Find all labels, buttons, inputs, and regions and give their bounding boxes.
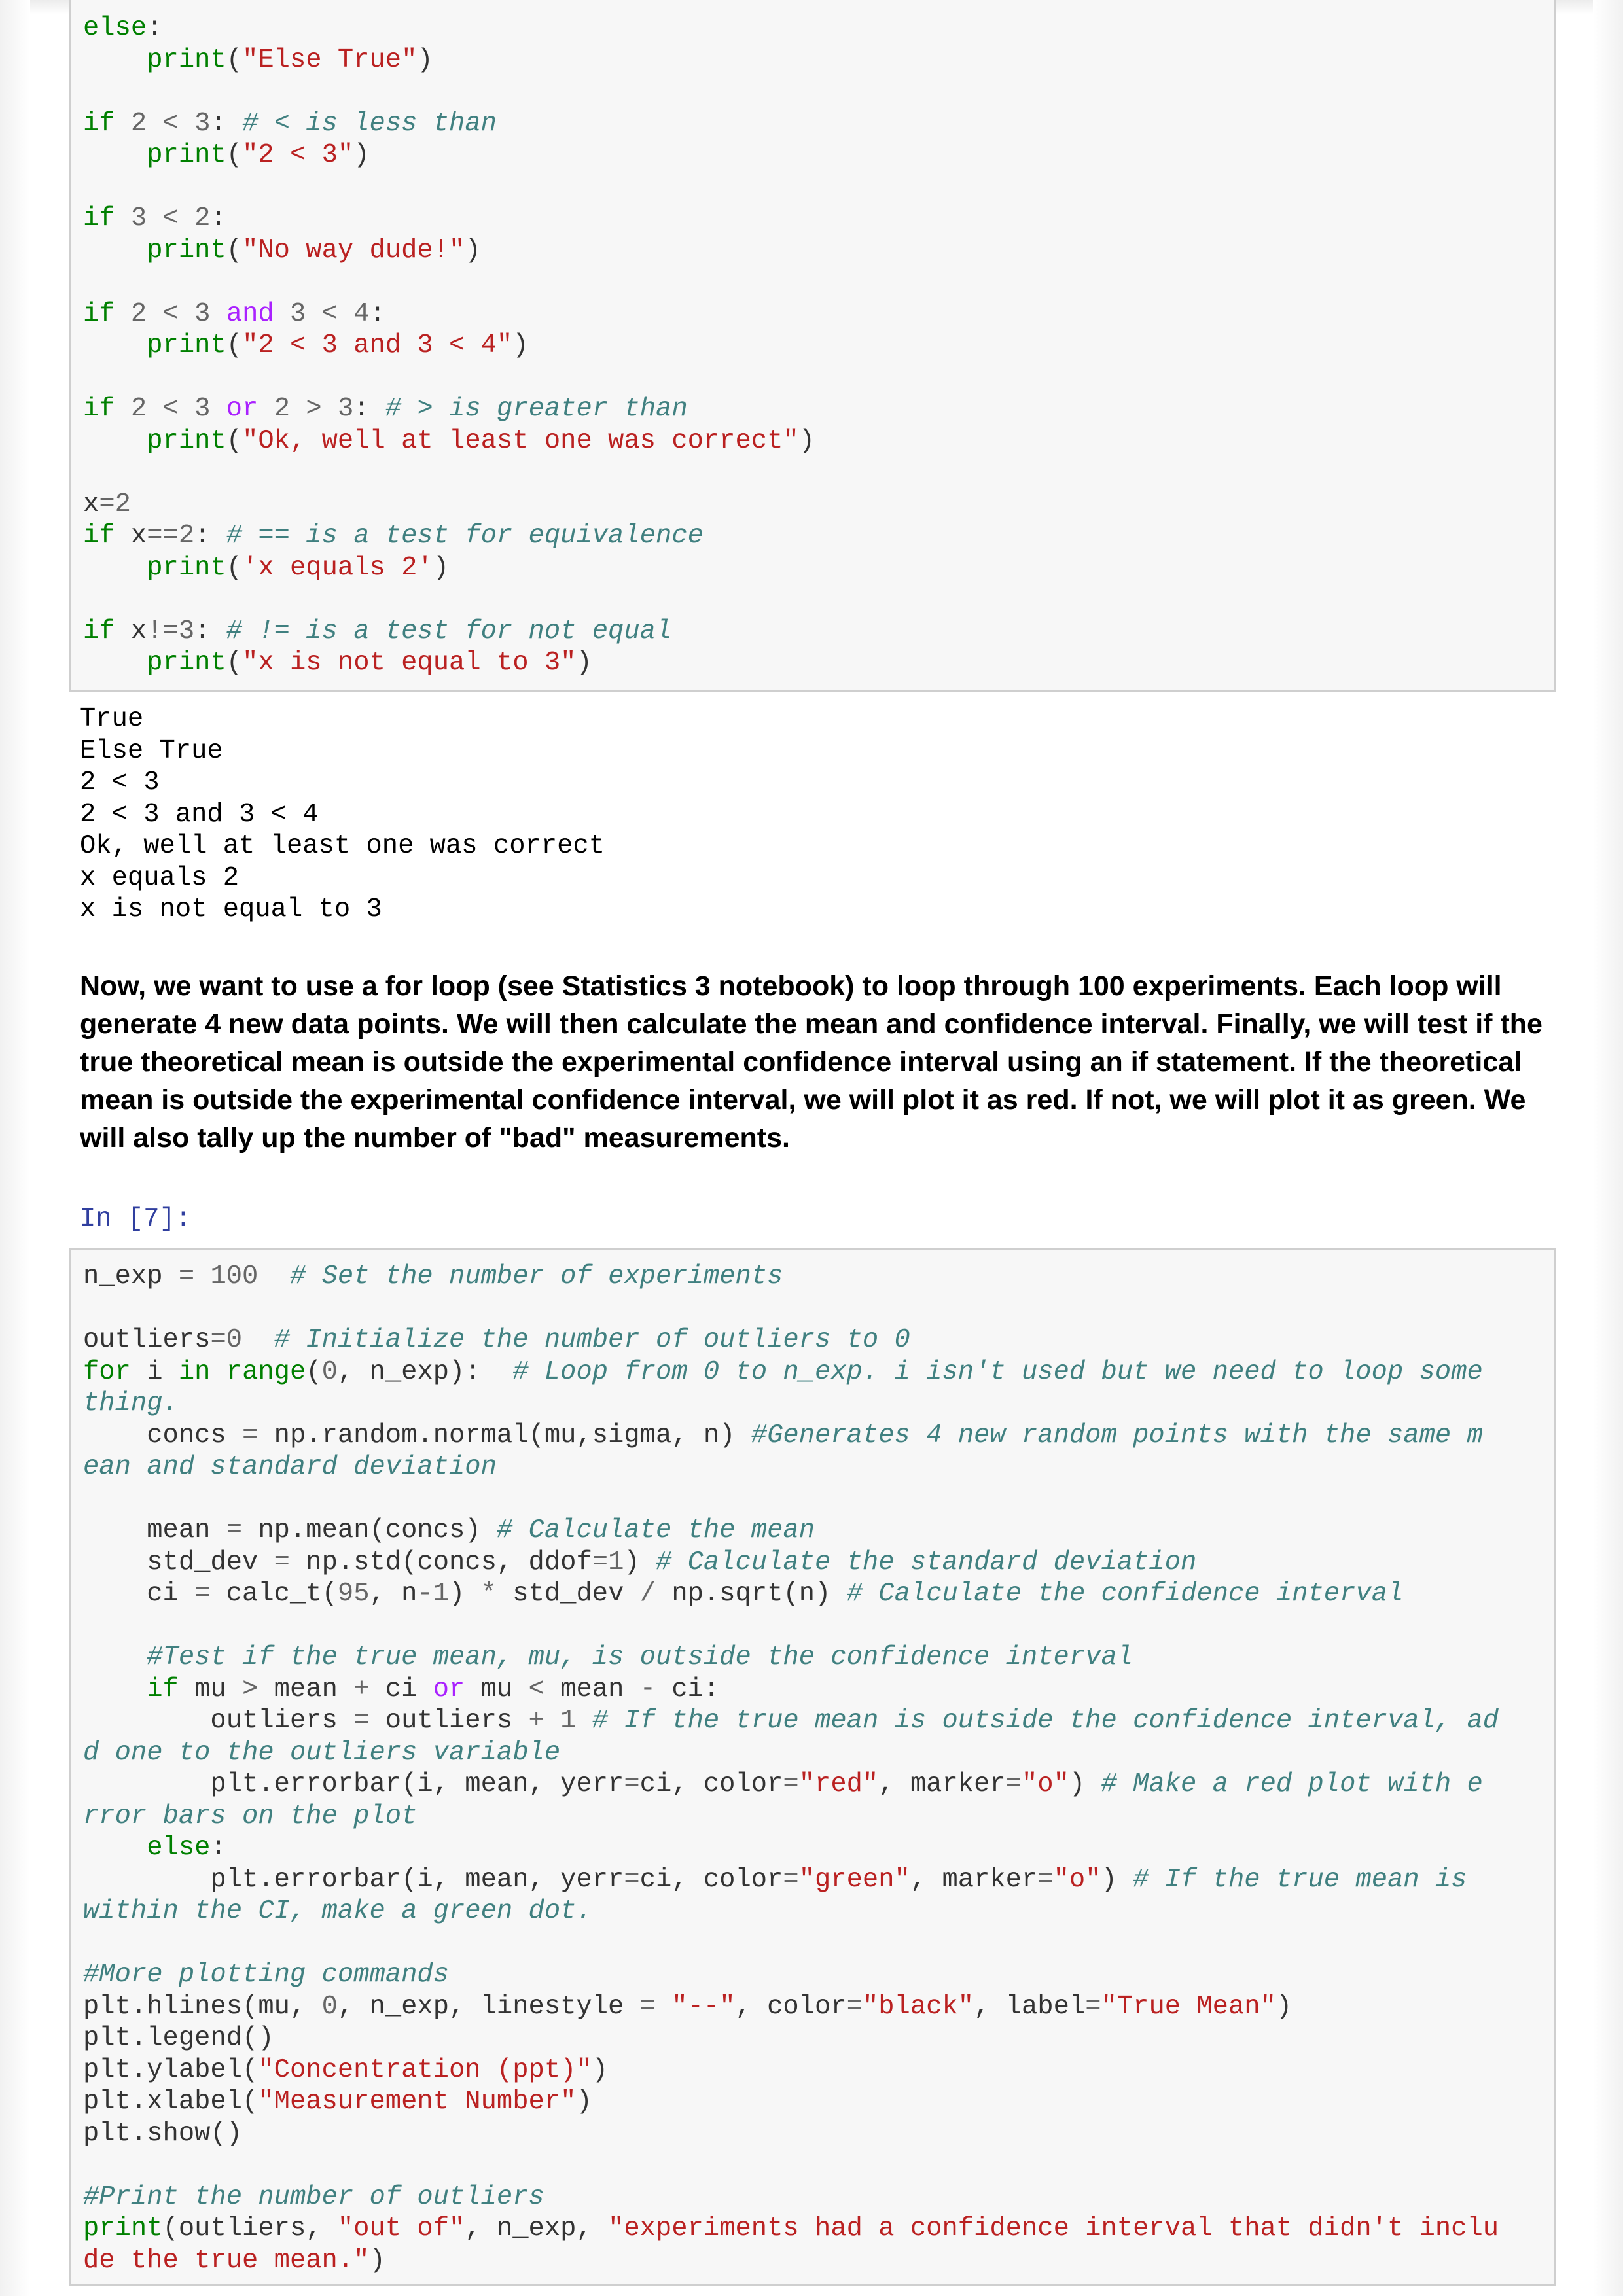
code-input-experiment-loop: n_exp = 100 # Set the number of experiments outliers=0 # Initialize the number of outliers to 0 for i in range(0, n_exp): # Loop from 0 to n_exp. i isn't used but we need to loop some thing. concs = np.random.normal(mu,sigma, n) #Generates 4 new random points with the same m ean and standard deviation mean = np.mean(concs) # Calculate the mean std_dev = np.std(concs, ddof=1) # Calculate the standard deviation ci = calc_t(95, n-1) * std_dev / np.sqrt(n) # Calculate the confidence interval #Test if the true mean, mu, is outside the confidence interval if mu > mean + ci or mu < mean - ci: outliers = outliers + 1 # If the true mean is outside the confidence interval, ad d one to the outliers variable plt.errorbar(i, mean, yerr=ci, color="red", marker="o") # Make a red plot with e rror bars on the plot else: plt.errorbar(i, mean, yerr=ci, color="green", marker="o") # If the true mean is within the CI, make a green dot. #More plotting commands plt.hlines(mu, 0, n_exp, linestyle = "--", color="black", label="True Mean") plt.legend() plt.ylabel("Concentration (ppt)") plt.xlabel("Measurement Number") plt.show() #Print the number of outliers print(outliers, "out of", n_exp, "experiments had a confidence interval that didn't inclu de the true mean.") <box>83 1262 1499 2276</box>
page-margin-right <box>1593 0 1623 2296</box>
input-prompt: In [7]: <box>80 1204 192 1234</box>
code-cell-conditionals[interactable] <box>69 0 1556 692</box>
markdown-cell-description: Now, we want to use a for loop (see Statistics 3 notebook) to loop through 100 experiments. Each loop will generate 4 new data points. We will then calculate the mean and confidence interval. Finally, we will test if the true theoretical mean is outside the experimental confidence interval using an if statement. If the theoretical mean is outside the experimental confidence interval, we will plot it as red. If not, we will plot it as green. We will also tally up the number of "bad" measurements. <box>80 970 1543 1154</box>
cell-output: True Else True 2 < 3 2 < 3 and 3 < 4 Ok, well at least one was correct x equals 2 x is not equal to 3 <box>80 704 605 925</box>
code-cell-experiment-loop[interactable] <box>69 1248 1556 2286</box>
code-input-conditionals: else: print("Else True") if 2 < 3: # < is less than print("2 < 3") if 3 < 2: print("No way dude!") if 2 < 3 and 3 < 4: print("2 < 3 and 3 < 4") if 2 < 3 or 2 > 3: # > is greater than print("Ok, well at least one was correct") x=2 if x==2: # == is a test for equivalence print('x equals 2') if x!=3: # != is a test for not equal print("x is not equal to 3") <box>83 13 815 678</box>
page-margin-left <box>0 0 30 2296</box>
